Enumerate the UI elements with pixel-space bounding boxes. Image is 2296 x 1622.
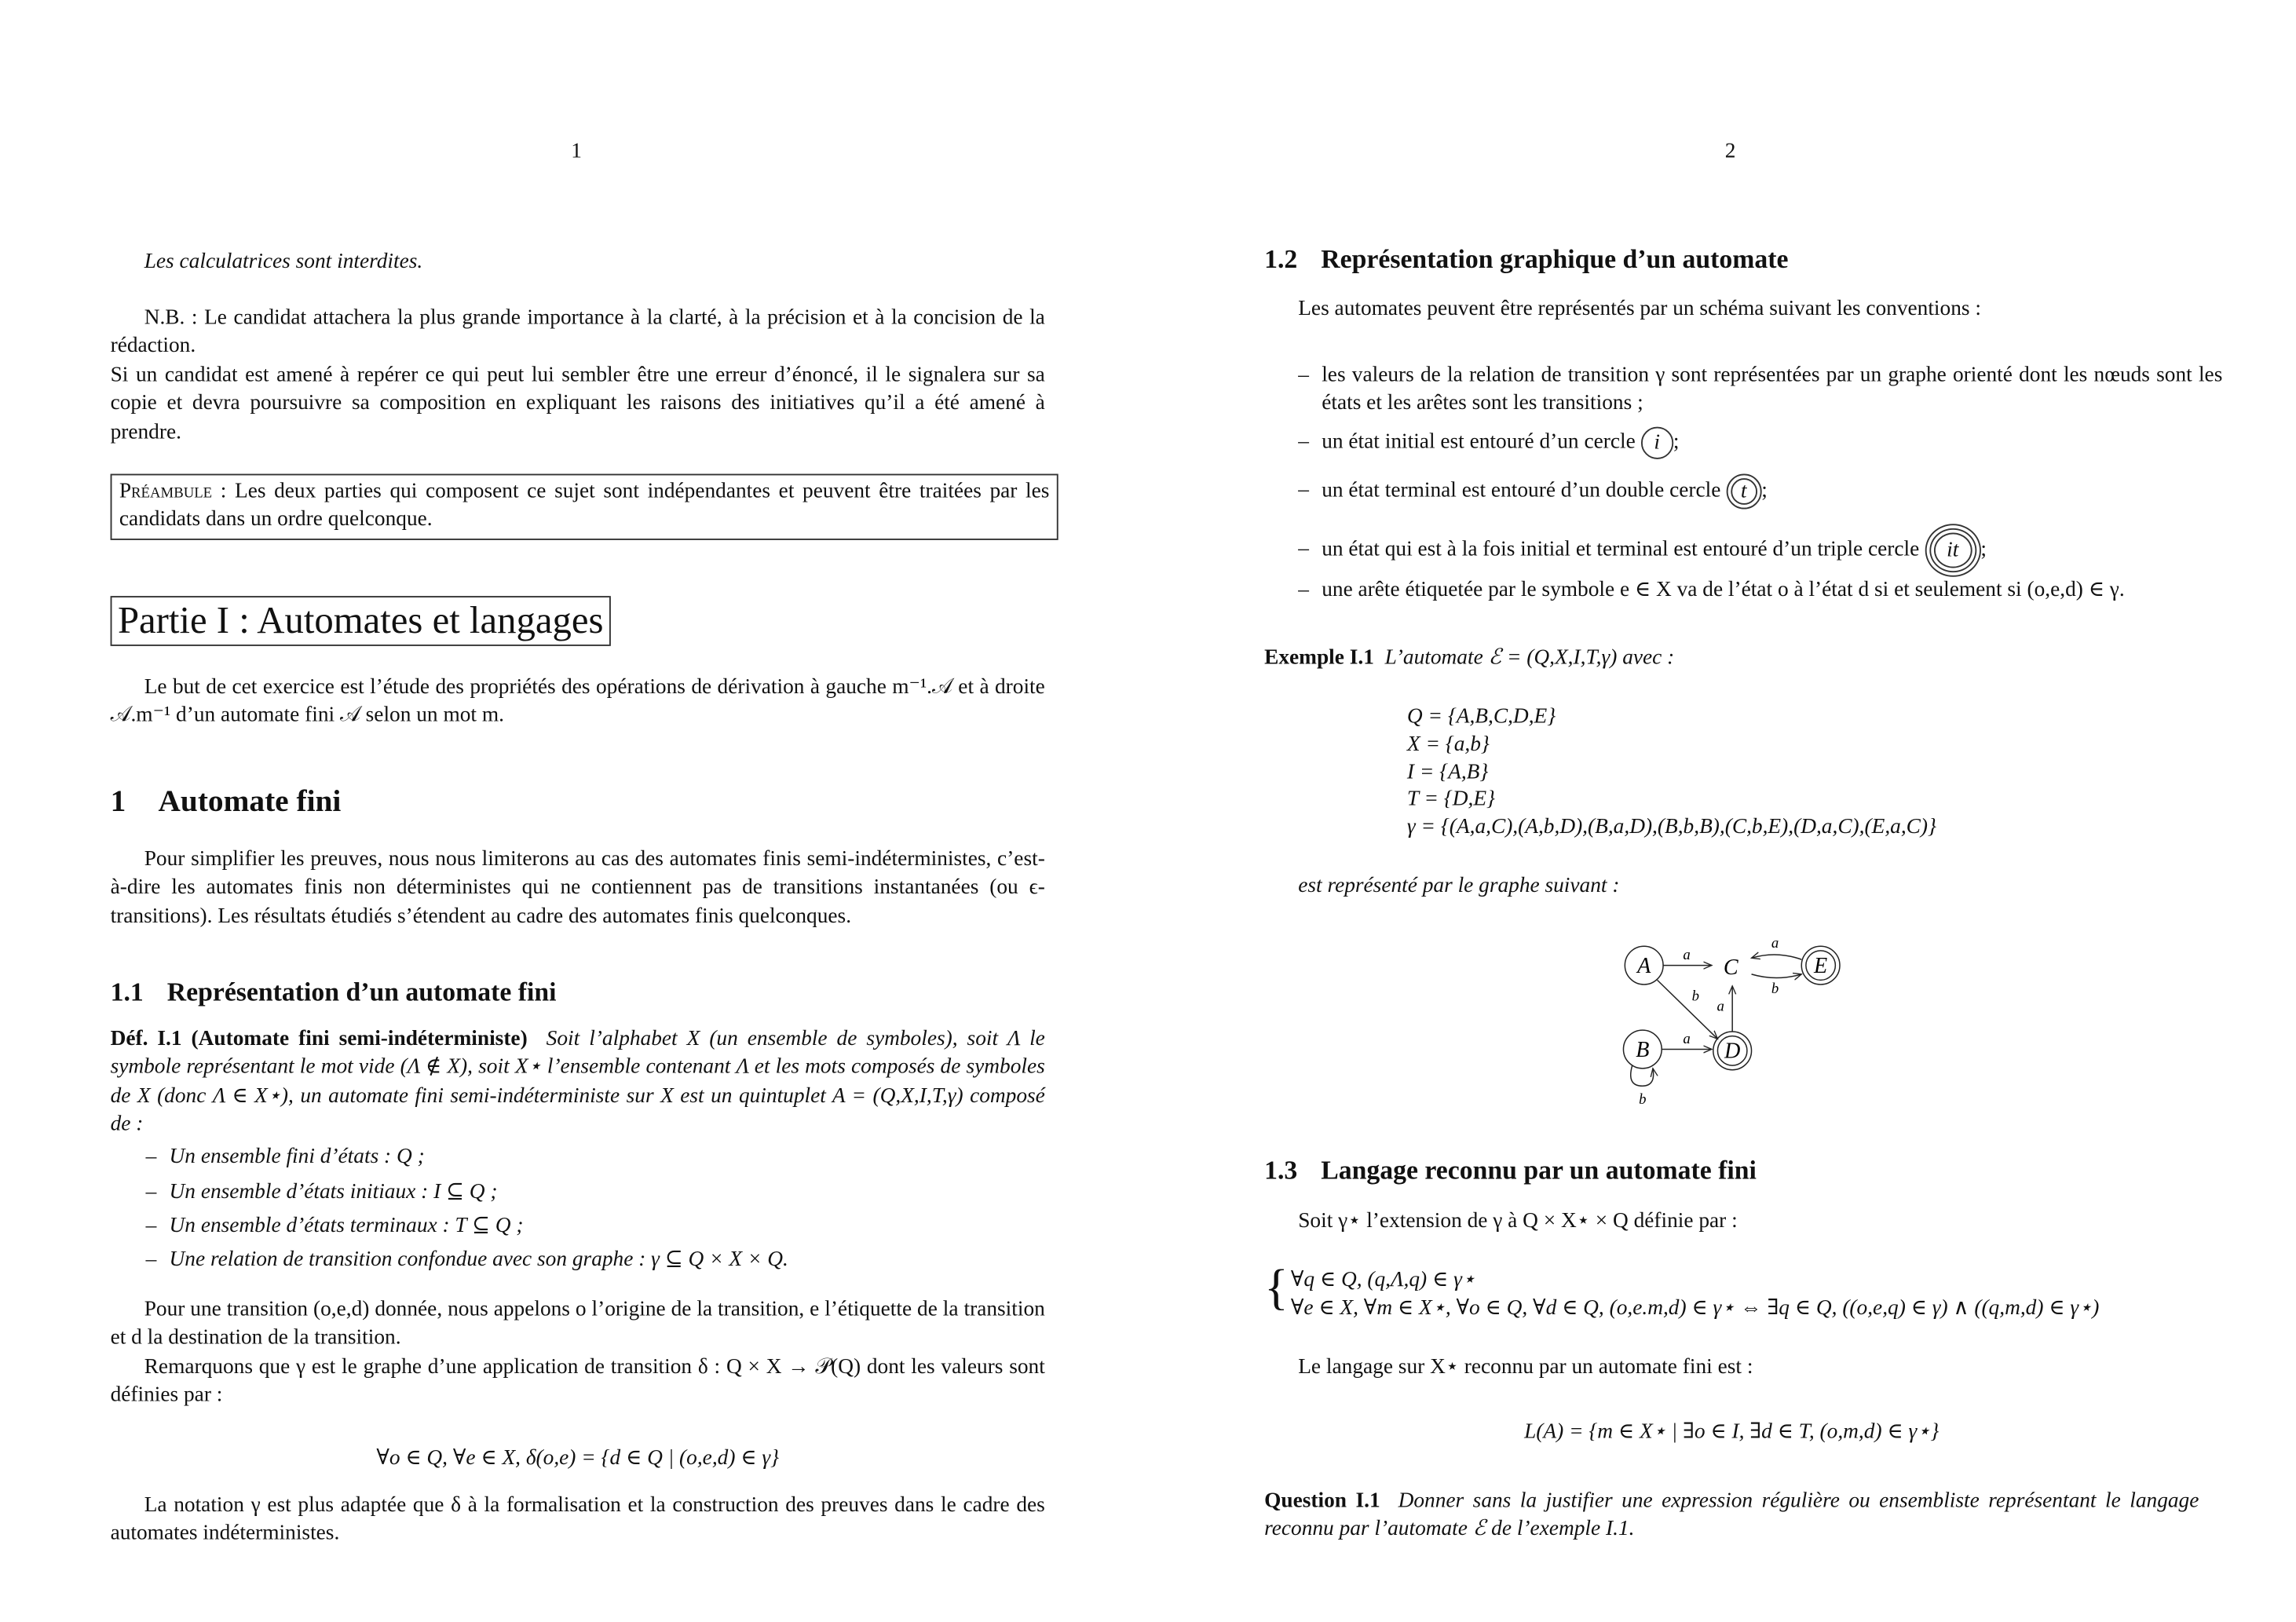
state-d-label: D xyxy=(1724,1039,1741,1064)
definition-item: – Un ensemble d’états terminaux : T ⊆ Q ; xyxy=(145,1214,524,1238)
question-1-1 xyxy=(1264,1488,2199,1545)
page-number: 1 xyxy=(571,140,582,164)
intro-paragraph: Le but de cet exercice est l’étude des propriétés des opérations de dérivation à gauche m⁻¹.𝒜 et à droite 𝒜.m⁻¹ d’un automate fini 𝒜 selon un mot m. xyxy=(110,675,1045,728)
edge-e-c xyxy=(1752,955,1802,959)
math-line: T = {D,E} xyxy=(1406,787,1495,812)
item-text: un état initial est entouré d’un cercle xyxy=(1322,429,1636,454)
double-circle-icon xyxy=(1726,474,1761,510)
edge-label: b xyxy=(1691,988,1699,1005)
language-formula: L(A) = {m ∈ X⋆ | ∃o ∈ I, ∃d ∈ T, (o,m,d) ∈ γ⋆} xyxy=(1524,1419,1940,1444)
part-title: Partie I : Automates et langages xyxy=(111,596,611,646)
definition-item: – Un ensemble fini d’états : Q ; xyxy=(145,1145,425,1169)
edge-label: a xyxy=(1683,1030,1691,1047)
triple-circle-icon xyxy=(1925,524,1980,576)
single-circle-icon: i xyxy=(1641,427,1673,459)
definition-item: – Une relation de transition confondue avec son graphe : γ ⊆ Q × X × Q. xyxy=(145,1248,788,1272)
circle-label: it xyxy=(1933,533,1972,568)
section-number: 1.3 xyxy=(1264,1155,1298,1185)
item-text: Un ensemble d’états initiaux : I ⊆ Q ; xyxy=(169,1180,498,1204)
extension-intro: Soit γ⋆ l’extension de γ à Q × X⋆ × Q définie par : xyxy=(1298,1209,1738,1233)
question-label: Question I.1 xyxy=(1264,1489,1380,1513)
convention-item: – un état terminal est entouré d’un double cercle t ; xyxy=(1298,474,1768,510)
item-text: Un ensemble fini d’états : Q ; xyxy=(169,1145,425,1169)
edge-c-e xyxy=(1752,974,1802,978)
erreur-text: Si un candidat est amené à repérer ce qui peut lui sembler être une erreur d’énoncé, il le signalera sur sa copie et devra poursuivre sa composition en expliquant les raisons des initiatives qu’il a été amené à prendre. xyxy=(110,363,1045,444)
page-number: 2 xyxy=(1724,140,1736,164)
definition-label: Déf. I.1 (Automate fini semi-indéterministe) xyxy=(110,1027,528,1051)
conventions-intro: Les automates peuvent être représentés par un schéma suivant les conventions : xyxy=(1298,297,1981,321)
preambule-box xyxy=(111,474,1058,540)
definition-text: Soit l’alphabet X (un ensemble de symboles), soit Λ le symbole représentant le mot vide (Λ ∉ X), soit X⋆ l’ensemble contenant Λ et les mots composés de symboles de X (donc Λ ∈ X⋆), un automate fini semi-indéterministe sur X est un quintuplet A = (Q,X,I,T,γ) composé de : xyxy=(110,1027,1045,1137)
convention-item: – les valeurs de la relation de transition γ sont représentées par un graphe orienté dont les nœuds sont les états et les arêtes sont les transitions ; xyxy=(1298,363,2223,416)
preambule-text: : Les deux parties qui composent ce sujet sont indépendantes et peuvent être traitées par les candidats dans un ordre quelconque. xyxy=(119,480,1050,532)
section-number: 1.2 xyxy=(1264,244,1298,274)
section-number: 1.1 xyxy=(110,977,144,1007)
item-text: Une relation de transition confondue avec son graphe : γ ⊆ Q × X × Q. xyxy=(169,1248,788,1272)
extension-system xyxy=(1291,1267,2100,1323)
graph-caption: est représenté par le graphe suivant : xyxy=(1298,874,1620,898)
section-1-paragraph: Pour simplifier les preuves, nous nous limiterons au cas des automates finis semi-indéterministes, c’est-à-dire les automates finis non déterministes qui ne contiennent pas de transitions instantanées (ou ϵ-transitions). Les résultats étudiés s’étendent au cadre des automates finis quelconques. xyxy=(110,847,1045,929)
item-text: un état terminal est entouré d’un double cercle xyxy=(1322,478,1721,502)
section-title: Représentation d’un automate fini xyxy=(166,977,557,1007)
math-line: I = {A,B} xyxy=(1406,760,1489,784)
calculator-notice: Les calculatrices sont interdites. xyxy=(144,250,423,274)
definition-item: – Un ensemble d’états initiaux : I ⊆ Q ; xyxy=(145,1180,498,1204)
notation-paragraph: La notation γ est plus adaptée que δ à la formalisation et la construction des preuves dans le cadre des automates indéterministes. xyxy=(110,1493,1045,1546)
section-title: Langage reconnu par un automate fini xyxy=(1321,1155,1757,1185)
delta-formula: ∀o ∈ Q, ∀e ∈ X, δ(o,e) = {d ∈ Q | (o,e,d) ∈ γ} xyxy=(376,1446,780,1470)
edge-label: b xyxy=(1639,1090,1647,1108)
section-1-1-heading xyxy=(111,977,557,1008)
math-line: X = {a,b} xyxy=(1406,732,1490,757)
item-text: Un ensemble d’états terminaux : T ⊆ Q ; xyxy=(169,1214,524,1238)
example-text: L’automate ℰ = (Q,X,I,T,γ) avec : xyxy=(1384,645,1675,670)
item-text: un état qui est à la fois initial et terminal est entouré d’un triple cercle xyxy=(1322,537,1920,561)
state-b-label: B xyxy=(1636,1037,1650,1062)
math-line: ∀q ∈ Q, (q,Λ,q) ∈ γ⋆ xyxy=(1290,1268,1475,1292)
math-line: ∀e ∈ X, ∀m ∈ X⋆, ∀o ∈ Q, ∀d ∈ Q, (o,e.m,d) ∈ γ⋆ ⇔ ∃q ∈ Q, ((o,e,q) ∈ γ) ∧ ((q,m,d) ∈ γ⋆) xyxy=(1290,1296,2100,1321)
section-title: Représentation graphique d’un automate xyxy=(1321,244,1789,274)
circle-label: t xyxy=(1731,478,1757,505)
example-math-block xyxy=(1407,703,1936,842)
example-label: Exemple I.1 xyxy=(1264,645,1374,670)
state-e-label: E xyxy=(1814,953,1828,978)
section-number: 1 xyxy=(110,783,126,819)
section-1-2-heading xyxy=(1264,244,1788,275)
item-text: une arête étiquetée par le symbole e ∈ X va de l’état o à l’état d si et seulement si (o,e,d) ∈ γ. xyxy=(1322,578,2125,602)
preambule-label: Préambule xyxy=(119,480,213,504)
remark-paragraph: Remarquons que γ est le graphe d’une application de transition δ : Q × X → 𝒫(Q) dont les valeurs sont définies par : xyxy=(110,1355,1045,1408)
edge-label: a xyxy=(1717,998,1724,1015)
convention-item: – une arête étiquetée par le symbole e ∈ X va de l’état o à l’état d si et seulement si (o,e,d) ∈ γ. xyxy=(1298,578,2125,602)
nb-text: N.B. : Le candidat attachera la plus grande importance à la clarté, à la précision et à la concision de la rédaction. xyxy=(110,305,1045,359)
section-1-heading xyxy=(111,783,342,820)
nb-paragraph xyxy=(111,305,1045,448)
convention-item: – un état qui est à la fois initial et terminal est entouré d’un triple cercle it ; xyxy=(1298,524,1987,576)
brace: { xyxy=(1264,1261,1289,1316)
language-intro: Le langage sur X⋆ reconnu par un automate fini est : xyxy=(1298,1355,1753,1379)
automaton-graph xyxy=(1611,927,1862,1111)
definition-1-1 xyxy=(111,1025,1045,1140)
transition-paragraph: Pour une transition (o,e,d) donnée, nous appelons o l’origine de la transition, e l’étiquette de la transition et d la destination de la transition. xyxy=(110,1298,1045,1350)
edge-label: a xyxy=(1683,947,1691,964)
math-line: Q = {A,B,C,D,E} xyxy=(1406,704,1556,729)
state-c-label: C xyxy=(1723,955,1738,980)
state-a-label: A xyxy=(1637,953,1651,978)
example-1-1 xyxy=(1264,645,1674,671)
convention-item: – un état initial est entouré d’un cercle i ; xyxy=(1298,427,1679,459)
edge-label: b xyxy=(1771,981,1779,998)
question-text: Donner sans la justifier une expression régulière ou ensembliste représentant le langage reconnu par l’automate ℰ de l’exemple I.1. xyxy=(1264,1489,2199,1542)
section-title: Automate fini xyxy=(158,783,342,819)
section-1-3-heading xyxy=(1264,1155,1757,1185)
item-text: les valeurs de la relation de transition γ sont représentées par un graphe orienté dont les nœuds sont les états et les arêtes sont les transitions ; xyxy=(1322,363,2223,416)
edge-label: a xyxy=(1771,935,1779,952)
math-line: γ = {(A,a,C),(A,b,D),(B,a,D),(B,b,B),(C,b,E),(D,a,C),(E,a,C)} xyxy=(1406,815,1936,839)
